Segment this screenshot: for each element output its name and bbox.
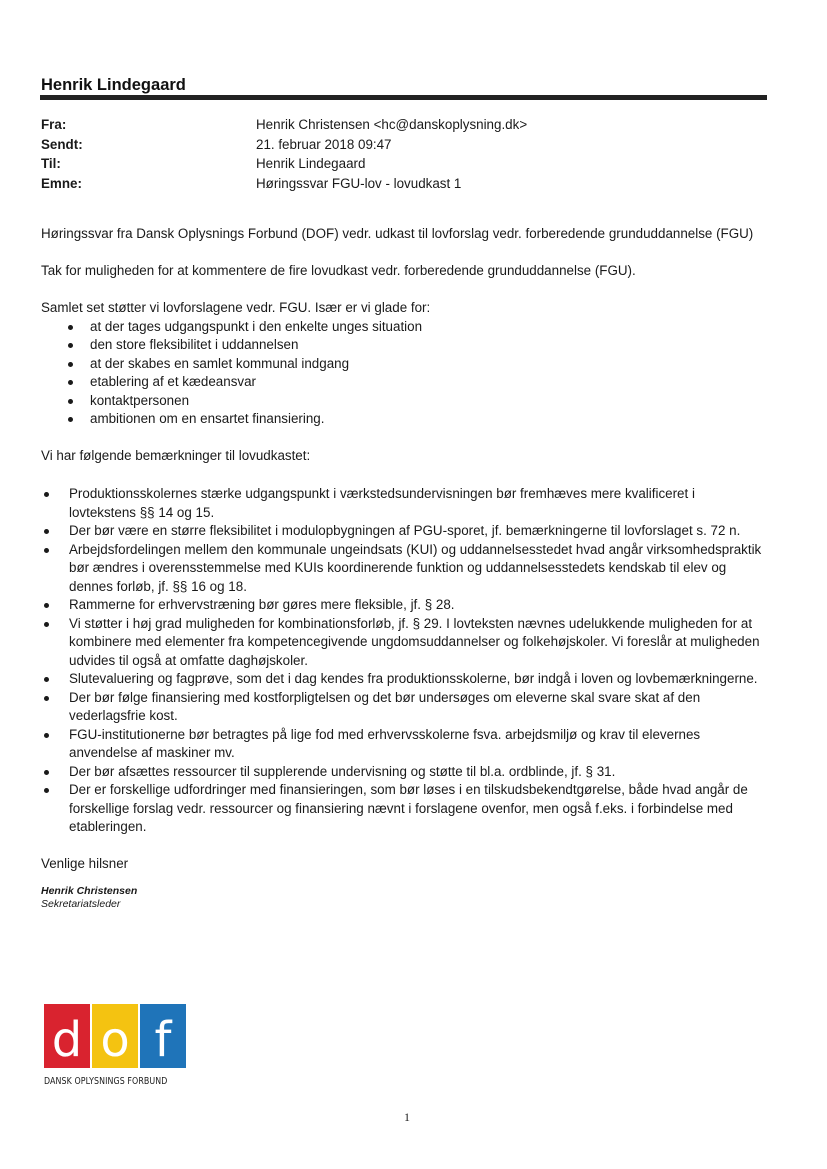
logo-letter-boxes [44,1004,186,1068]
header-value: Høringssvar FGU-lov - lovudkast 1 [256,175,462,191]
header-to [41,155,761,175]
list-item: kontaktpersonen [65,392,763,411]
signature-name: Henrik Christensen [41,885,138,897]
header-from [41,116,761,136]
list-item: Rammerne for erhvervstræning bør gøres mere fleksible, jf. § 28. [41,596,763,615]
header-subject [41,175,761,195]
support-list [41,318,763,429]
header-label: Emne: [41,175,82,191]
list-item: Produktionsskolernes stærke udgangspunkt i værkstedsundervisningen bør fremhæves mere kvalificeret i lovtekstens §§ 14 og 15. [41,485,763,522]
list-item: Der er forskellige udfordringer med finansieringen, som bør løses i en tilskudsbekendtgørelse, både hvad angår de forskellige forslag vedr. ressourcer og finansiering nævnt i forslagene ovenfor, men også f.eks. i forbindelse med etableringen. [41,781,763,837]
logo-text: DANSK OPLYSNINGS FORBUND [44,1076,168,1087]
header-label: Fra: [41,117,67,132]
page-number: 1 [404,1110,410,1124]
body-paragraph-thanks: Tak for muligheden for at kommentere de fire lovudkast vedr. forberedende grunduddannelse (FGU). [41,262,636,278]
body-paragraph-title: Høringssvar fra Dansk Oplysnings Forbund (DOF) vedr. udkast til lovforslag vedr. forberedende grunduddannelse (FGU) [41,226,754,241]
signature-title: Sekretariatsleder [41,898,121,910]
logo-letter-d: d [44,1004,90,1068]
body-paragraph-support: Samlet set støtter vi lovforslagene vedr. FGU. Især er vi glade for: [41,300,431,315]
header-label: Sendt: [41,136,83,152]
email-headers [41,116,761,194]
list-item: Vi støtter i høj grad muligheden for kombinationsforløb, jf. § 29. I lovteksten nævnes udelukkende muligheden for at kombinere med elementer fra kompetencegivende ungdomsuddannelser og folkehøjskoler. Vi foreslår at muligheden udvides til også at omfatte daghøjskoler. [41,615,763,671]
list-item: at der tages udgangspunkt i den enkelte unges situation [65,318,763,337]
list-item: Der bør være en større fleksibilitet i modulopbygningen af PGU-sporet, jf. bemærkningerne til lovforslaget s. 72 n. [41,522,763,541]
list-item: den store fleksibilitet i uddannelsen [65,336,763,355]
list-item: Der bør følge finansiering med kostforpligtelsen og det bør undersøges om eleverne skal svare skat af den vederlagsfrie kost. [41,689,763,726]
list-item: ambitionen om en ensartet finansiering. [65,410,763,429]
header-value: Henrik Lindegaard [256,156,366,171]
list-item: Slutevaluering og fagprøve, som det i dag kendes fra produktionsskolerne, bør indgå i loven og lovbemærkningerne. [41,670,763,689]
header-rule [40,95,767,100]
dof-logo [44,1004,186,1092]
logo-letter-f: f [140,1004,186,1068]
header-sent [41,136,761,156]
remarks-list [41,485,763,837]
mailbox-owner: Henrik Lindegaard [41,76,186,94]
header-value: Henrik Christensen <hc@danskoplysning.dk> [256,117,528,132]
header-value: 21. februar 2018 09:47 [256,136,392,152]
body-paragraph-remarks-intro: Vi har følgende bemærkninger til lovudkastet: [41,447,311,463]
list-item: Arbejdsfordelingen mellem den kommunale ungeindsats (KUI) og uddannelsesstedet hvad angår virksomhedspraktik bør ændres i overensstemmelse med KUIs koordinerende funktion og uddannelsesstedets kendskab til elev og dennes forløb, jf. §§ 16 og 18. [41,541,763,597]
logo-letter-o: o [92,1004,138,1068]
list-item: Der bør afsættes ressourcer til supplerende undervisning og støtte til bl.a. ordblinde, jf. § 31. [41,763,763,782]
list-item: FGU-institutionerne bør betragtes på lige fod med erhvervsskolerne fsva. arbejdsmiljø og krav til elevernes anvendelse af maskiner mv. [41,726,763,763]
email-body [41,225,763,911]
closing-greeting: Venlige hilsner [41,855,129,871]
list-item: etablering af et kædeansvar [65,373,763,392]
header-label: Til: [41,156,61,171]
list-item: at der skabes en samlet kommunal indgang [65,355,763,374]
